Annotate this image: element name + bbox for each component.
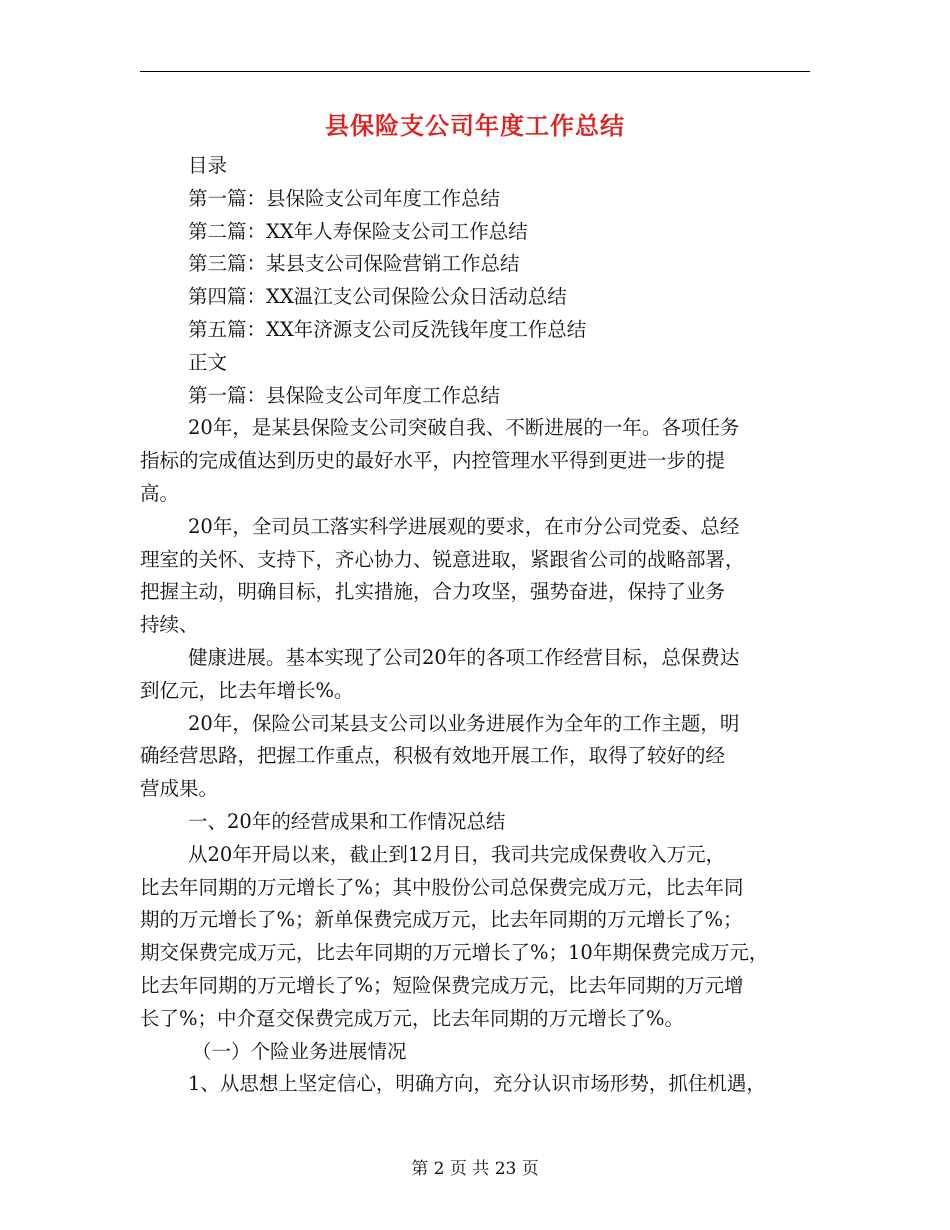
text-line: 从20年开局以来，截止到12月日，我司共完成保费收入万元， [188,842,726,866]
text-line: 期交保费完成万元，比去年同期的万元增长了%；10年期保费完成万元， [140,941,769,965]
text-line: 指标的完成值达到历史的最好水平，内控管理水平得到更进一步的提 [140,449,726,473]
text-line: 1、从思想上坚定信心，明确方向，充分认识市场形势，抓住机遇， [188,1072,766,1096]
text-line: 确经营思路，把握工作重点，积极有效地开展工作，取得了较好的经 [140,744,726,768]
text-line: 一、20年的经营成果和工作情况总结 [188,809,506,833]
page-footer: 第 2 页 共 23 页 [411,1159,539,1179]
text-line: 比去年同期的万元增长了%；短险保费完成万元，比去年同期的万元增 [140,973,744,997]
text-line: 第一篇：县保险支公司年度工作总结 [188,186,501,210]
document-body [140,150,812,1101]
text-line: 第三篇：某县支公司保险营销工作总结 [188,252,520,276]
text-line: 长了%；中介趸交保费完成万元，比去年同期的万元增长了%。 [140,1006,685,1030]
text-line: （一）个险业务进展情况 [192,1039,407,1063]
text-line: 第四篇：XX温江支公司保险公众日活动总结 [188,285,567,309]
text-line: 期的万元增长了%；新单保费完成万元，比去年同期的万元增长了%； [140,908,743,932]
text-line: 高。 [140,481,180,505]
text-line: 20年，保险公司某县支公司以业务进展作为全年的工作主题，明 [188,711,740,735]
text-line: 到亿元，比去年增长%。 [140,678,354,702]
text-line: 持续、 [140,613,199,637]
text-line: 20年，是某县保险支公司突破自我、不断进展的一年。各项任务 [188,416,740,440]
text-line: 第五篇：XX年济源支公司反洗钱年度工作总结 [188,317,587,341]
text-line: 把握主动，明确目标，扎实措施，合力攻坚，强势奋进，保持了业务 [140,580,726,604]
text-line: 第一篇：县保险支公司年度工作总结 [188,383,501,407]
header-rule [140,71,810,72]
text-line: 理室的关怀、支持下，齐心协力、锐意进取，紧跟省公司的战略部署， [140,547,745,571]
text-line: 正文 [188,350,228,374]
text-line: 目录 [188,154,228,177]
document-title: 县保险支公司年度工作总结 [325,111,625,140]
text-line: 20年，全司员工落实科学进展观的要求，在市分公司党委、总经 [188,514,740,538]
text-line: 营成果。 [140,777,219,801]
text-line: 健康进展。基本实现了公司20年的各项工作经营目标，总保费达 [188,645,740,669]
text-line: 第二篇：XX年人寿保险支公司工作总结 [188,219,528,243]
text-line: 比去年同期的万元增长了%；其中股份公司总保费完成万元，比去年同 [140,875,744,899]
